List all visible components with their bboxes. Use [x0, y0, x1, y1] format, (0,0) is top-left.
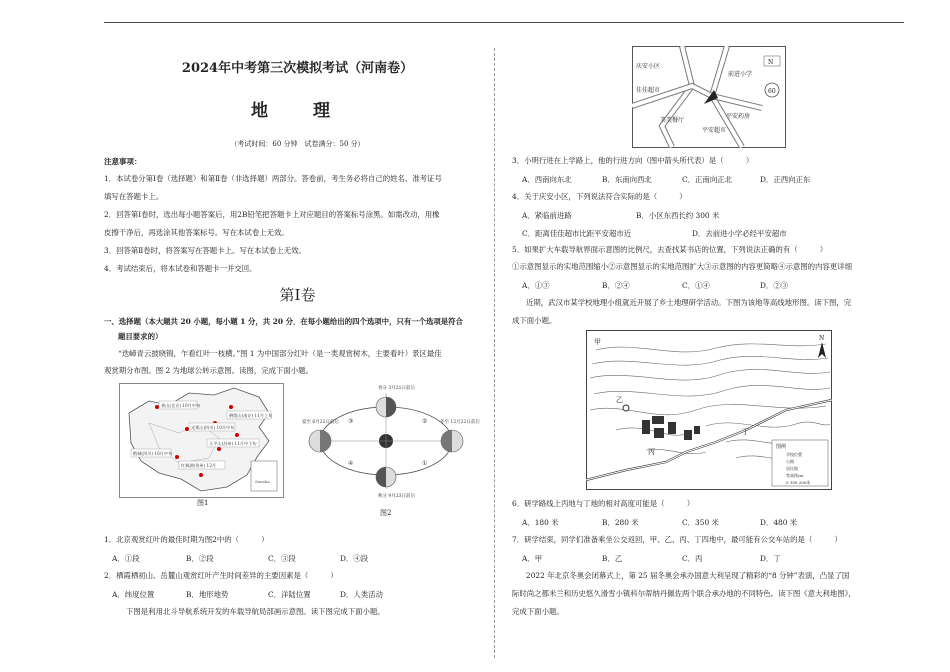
q7-option-a[interactable]: A．甲: [522, 554, 543, 563]
fig2-winter-label: 冬至 12月22日前后: [440, 420, 480, 425]
intro-paragraph: 2022 年北京冬奥会闭幕式上，第 25 届冬奥会承办国意大利呈现了精彩的“8 分钟”表演，凸显了国: [526, 571, 850, 580]
q4-option-b[interactable]: B．小区东西长约 300 米: [636, 211, 720, 220]
subject-title: 地 理: [251, 101, 344, 121]
q1-option-d[interactable]: D．④段: [340, 554, 369, 563]
q7-option-c[interactable]: C．丙: [682, 554, 703, 563]
legend-item: 公路: [786, 459, 794, 464]
question-1-stem: 1．北京观赏红叶的最佳时期为图2中的（ ）: [104, 535, 269, 544]
fig1-label: 香山(北京) 10月中旬: [161, 403, 201, 408]
q1-option-b[interactable]: B．②段: [186, 554, 214, 563]
question-6-stem: 6．研学路线上丙地与丁地的相对高度可能是（ ）: [512, 499, 695, 508]
q5-option-c[interactable]: C．①④: [682, 281, 710, 290]
q2-option-c[interactable]: C．洋陆位置: [268, 590, 311, 599]
q3-option-d[interactable]: D．正西向正东: [760, 175, 811, 184]
legend-scale: 0 100 200米: [786, 480, 811, 485]
q5-option-b[interactable]: B．②④: [602, 281, 630, 290]
intro-paragraph: “迭嶂青云披晓锦，乍看红叶一枝横。”图 1 为中国部分红叶（是一类观赏树木，主要看叶）景区最佳: [118, 349, 442, 358]
notice-item: 填写在答题卡上。: [104, 192, 164, 201]
fig2-summer-label: 夏至 6月22日前后: [302, 420, 340, 425]
top-rule: [104, 22, 904, 23]
figure-contour-map: [586, 330, 832, 490]
intro-paragraph: 观赏期分布图。图 2 为地球公转示意图。读图，完成下面小题。: [104, 366, 313, 375]
earth-winter: [441, 430, 463, 452]
intro-paragraph: 下图是利用北斗导航系统开发的车载导航局部画示意图。读下图完成下面小题。: [126, 607, 385, 616]
legend-item: 等高线/m: [786, 473, 804, 478]
legend-item: 居民地: [786, 466, 798, 471]
question-7-stem: 7．研学结束，同学们准备乘坐公交返回，甲、乙、丙、丁四地中，最可能有公交车站的是（ ）: [512, 535, 842, 544]
earth-spring: [376, 397, 396, 417]
intro-paragraph: 完成下面小题。: [512, 607, 564, 616]
fig1-caption: 图1: [197, 499, 209, 507]
q4-option-d[interactable]: D．去前进小学必经平安超市: [692, 229, 787, 238]
compass-north: N: [768, 59, 774, 66]
speed-limit-value: 60: [768, 88, 776, 95]
contour-letter-bing: 丙: [648, 448, 655, 456]
intro-paragraph: 际时尚之都米兰和历史悠久滑雪小镇科尔蒂纳丹佩佐两个联合承办地的不同特色。读下图《意大利地图》，: [512, 589, 856, 598]
page-title: 2024年中考第三次模拟考试（河南卷）: [181, 61, 414, 76]
q3-option-c[interactable]: C．正南向正北: [682, 175, 732, 184]
fig2-segment-2: ②: [422, 418, 428, 425]
nav-label-jiajia: 佳佳超市: [636, 87, 661, 94]
intro-paragraph: 近期，武汉市某学校地理小组就近开展了乡土地理研学活动。下图为该地等高线地形图。读下图，完: [526, 298, 852, 307]
contour-compass-label: N: [819, 335, 825, 342]
q5-option-a[interactable]: A．①③: [522, 281, 550, 290]
section-heading-line: 题目要求的）: [118, 332, 163, 341]
question-5-sub: ①示意图显示的实地范围缩小②示意图显示的实地范围扩大③示意图的内容更简略④示意图的内容更详细: [512, 262, 852, 271]
contour-letter-ding: 丁: [742, 428, 749, 436]
fig1-label: 天平山(苏州) 11月中下旬: [209, 441, 257, 446]
q5-option-d[interactable]: D．②③: [760, 281, 789, 290]
nav-label-pingan-pharmacy: 平安药房: [726, 113, 751, 120]
section-heading: [104, 314, 494, 344]
notice-heading: 注意事项：: [104, 157, 142, 166]
figure-navigation-map: [632, 46, 786, 148]
fig1-label: 稻城(四川) 10月中旬: [133, 451, 173, 456]
q2-option-d[interactable]: D．人类活动: [340, 590, 383, 599]
q7-option-d[interactable]: D．丁: [760, 554, 781, 563]
fig2-segment-3: ④: [348, 460, 354, 467]
legend-title: 图例: [776, 444, 787, 450]
q6-option-d[interactable]: D．480 米: [760, 518, 798, 527]
volume-title: 第Ⅰ卷: [279, 286, 316, 304]
earth-autumn: [376, 467, 396, 487]
notice-item: 1．本试卷分第Ⅰ卷（选择题）和第Ⅱ卷（非选择题）两部分。答卷前，考生务必将自己的姓名、准考证号: [104, 174, 442, 183]
fig2-caption: 图2: [380, 509, 392, 517]
q6-option-c[interactable]: C．350 米: [682, 518, 719, 527]
notice-item: 2．回答第Ⅰ卷时，选出每小题答案后，用2B铅笔把答题卡上对应题目的答案标号涂黑。如需改动，用橡: [104, 210, 440, 219]
notice-item: 3．回答第Ⅱ卷时，将答案写在答题卡上。写在本试卷上无效。: [104, 246, 306, 255]
figure1-china-map: [119, 383, 284, 508]
question-2-stem: 2．栖霞栖初山、岳麓山观赏红叶产生时间差异的主要因素是（ ）: [104, 571, 338, 580]
nav-label-qianjin-school: 前进小学: [728, 71, 753, 78]
q3-option-a[interactable]: A．西南向东北: [522, 175, 572, 184]
exam-info: （考试时间：60 分钟 试卷满分：50 分）: [230, 140, 365, 148]
notice-item: 皮擦干净后，再选涂其他答案标号。写在本试卷上无效。: [104, 228, 289, 237]
nav-label-pingan-market: 平安超市: [702, 127, 727, 134]
q6-option-a[interactable]: A．180 米: [522, 518, 559, 527]
fig1-inset-label: Sansha: [255, 479, 270, 484]
q7-option-b[interactable]: B．乙: [602, 554, 623, 563]
fig1-label: 红枫湖(贵州) 12月: [181, 463, 217, 468]
fig1-label: 光雾山(四川) 10月中旬: [191, 425, 235, 430]
intro-paragraph: 成下面小题。: [512, 316, 557, 325]
fig2-autumn-label: 秋分 9月23日前后: [378, 494, 416, 499]
school-marker-icon: [623, 405, 629, 411]
contour-letter-yi: 乙: [616, 396, 623, 404]
fig2-spring-label: 春分 3月21日前后: [378, 386, 416, 391]
earth-summer: [309, 430, 331, 452]
fig2-segment-4: ①: [422, 460, 428, 467]
q1-option-a[interactable]: A．①段: [112, 554, 140, 563]
fig2-segment-1: ③: [348, 418, 354, 425]
q6-option-b[interactable]: B．280 米: [602, 518, 639, 527]
q1-option-c[interactable]: C．③段: [268, 554, 296, 563]
question-3-stem: 3．小明行进在上学路上，他的行进方向（图中箭头所代表）是（ ）: [512, 156, 754, 165]
fig1-label: 栖霞山(南京) 11月上旬: [229, 413, 273, 418]
contour-letter-jia: 甲: [594, 338, 601, 346]
legend-item: 学校位置: [786, 452, 802, 457]
q2-option-a[interactable]: A．纬度位置: [112, 590, 155, 599]
nav-label-meimei: 美美餐厅: [660, 117, 685, 124]
section-heading-line: 一、选择题（本大题共 20 小题，每小题 1 分，共 20 分．在每小题给出的四个选项中，只有一个选项是符合: [104, 317, 463, 326]
nav-label-qingan: 庆安小区: [636, 63, 661, 70]
q3-option-b[interactable]: B．东南向西北: [602, 175, 652, 184]
q4-option-c[interactable]: C．距离佳佳超市比距平安超市近: [522, 229, 632, 238]
q4-option-a[interactable]: A．紧临前进路: [522, 211, 572, 220]
notice-item: 4．考试结束后，将本试卷和答题卡一并交回。: [104, 264, 257, 273]
column-divider: [494, 48, 495, 658]
q2-option-b[interactable]: B．地形地势: [186, 590, 229, 599]
question-4-stem: 4．关于庆安小区，下列说法符合实际的是（ ）: [512, 192, 687, 201]
question-5-stem: 5．如果扩大车载导航界面示意图的比例尺，去查找某书店的位置，下列说法正确的有（ ）: [512, 245, 828, 254]
figure2-earth-revolution: [300, 383, 480, 519]
